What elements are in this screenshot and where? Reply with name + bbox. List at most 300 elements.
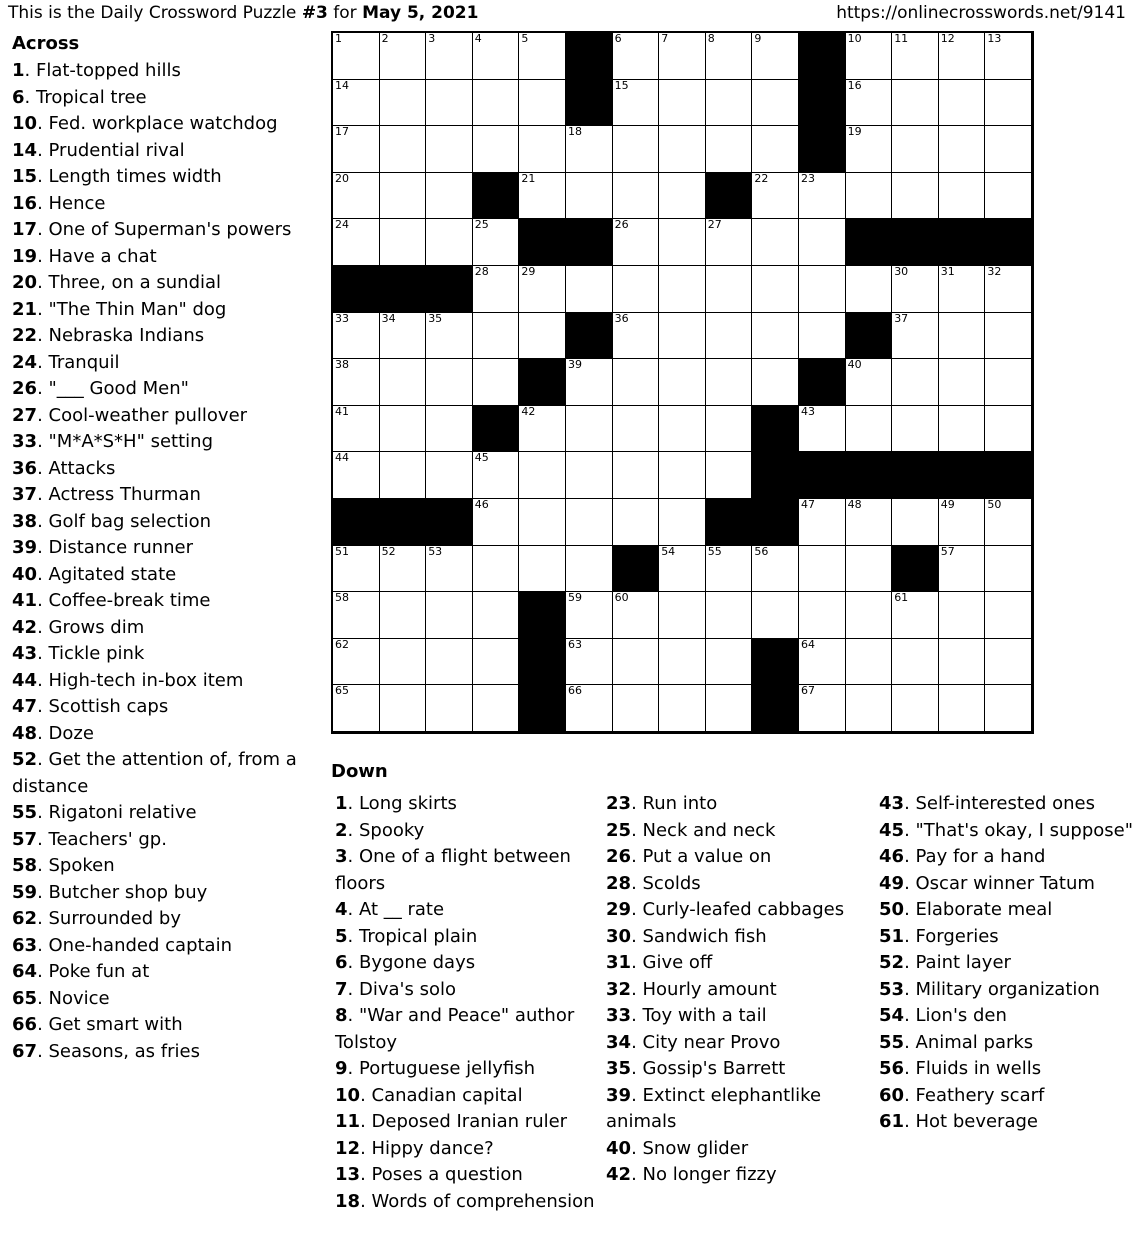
grid-cell[interactable] — [380, 173, 427, 220]
clue-item[interactable] — [12, 138, 312, 165]
clue-item[interactable] — [12, 562, 312, 589]
clue-item[interactable] — [12, 721, 312, 748]
clue-item[interactable] — [335, 1083, 597, 1110]
clue-text: . Rigatoni relative — [37, 802, 197, 823]
grid-cell[interactable] — [426, 219, 473, 266]
clue-number: 25 — [606, 819, 632, 841]
grid-cell[interactable] — [426, 80, 473, 127]
grid-cell[interactable] — [939, 359, 986, 406]
grid-cell[interactable] — [985, 126, 1032, 173]
grid-cell[interactable] — [519, 80, 566, 127]
grid-cell[interactable] — [799, 266, 846, 313]
clue-item[interactable] — [879, 1056, 1140, 1083]
clue-item[interactable] — [12, 827, 312, 854]
cell-number: 67 — [800, 684, 815, 698]
grid-cell[interactable] — [799, 639, 846, 686]
grid-cell[interactable] — [892, 499, 939, 546]
grid-cell[interactable] — [613, 685, 660, 732]
clue-number: 34 — [606, 1031, 632, 1053]
grid-cell[interactable] — [985, 359, 1032, 406]
grid-cell[interactable] — [613, 313, 660, 360]
clue-item[interactable] — [12, 694, 312, 721]
clue-item[interactable] — [335, 1109, 597, 1136]
grid-cell[interactable] — [892, 33, 939, 80]
clue-item[interactable] — [12, 85, 312, 112]
clue-item[interactable] — [879, 950, 1140, 977]
grid-cell[interactable] — [473, 452, 520, 499]
clue-number: 43 — [12, 643, 38, 664]
grid-cell[interactable] — [473, 639, 520, 686]
clue-item[interactable] — [606, 844, 868, 871]
grid-cell[interactable] — [659, 313, 706, 360]
grid-cell[interactable] — [473, 219, 520, 266]
grid-cell[interactable] — [892, 406, 939, 453]
grid-cell[interactable] — [752, 219, 799, 266]
grid-cell[interactable] — [473, 80, 520, 127]
grid-cell[interactable] — [799, 406, 846, 453]
clue-text: . "That's okay, I suppose" — [904, 819, 1133, 841]
grid-cell[interactable] — [939, 592, 986, 639]
grid-cell[interactable] — [519, 266, 566, 313]
grid-cell[interactable] — [659, 266, 706, 313]
grid-cell[interactable] — [985, 80, 1032, 127]
grid-cell[interactable] — [380, 592, 427, 639]
clue-item[interactable] — [12, 906, 312, 933]
grid-cell[interactable] — [380, 406, 427, 453]
clue-item[interactable] — [879, 844, 1140, 871]
grid-cell[interactable] — [892, 173, 939, 220]
grid-cell[interactable] — [846, 639, 893, 686]
grid-cell[interactable] — [846, 266, 893, 313]
clue-item[interactable] — [12, 1039, 312, 1066]
grid-cell[interactable] — [659, 452, 706, 499]
grid-cell[interactable] — [426, 313, 473, 360]
grid-cell[interactable] — [659, 685, 706, 732]
grid-cell[interactable] — [846, 546, 893, 593]
grid-cell[interactable] — [380, 639, 427, 686]
cell-number: 48 — [847, 497, 862, 511]
grid-cell[interactable] — [566, 406, 613, 453]
clue-item[interactable] — [879, 871, 1140, 898]
clue-item[interactable] — [12, 959, 312, 986]
grid-cell[interactable] — [426, 592, 473, 639]
clue-item[interactable] — [12, 933, 312, 960]
cell-number: 50 — [987, 497, 1002, 511]
grid-cell[interactable] — [519, 452, 566, 499]
grid-cell[interactable] — [659, 126, 706, 173]
clue-item[interactable] — [12, 853, 312, 880]
grid-cell[interactable] — [985, 406, 1032, 453]
grid-cell[interactable] — [659, 219, 706, 266]
grid-cell[interactable] — [985, 546, 1032, 593]
grid-cell[interactable] — [706, 685, 753, 732]
grid-cell[interactable] — [985, 592, 1032, 639]
grid-cell[interactable] — [659, 639, 706, 686]
grid-cell[interactable] — [613, 639, 660, 686]
cell-number: 15 — [614, 78, 629, 92]
grid-cell[interactable] — [706, 546, 753, 593]
clue-item[interactable] — [335, 1136, 597, 1163]
grid-cell[interactable] — [426, 685, 473, 732]
grid-cell[interactable] — [333, 173, 380, 220]
grid-cell[interactable] — [985, 313, 1032, 360]
clue-item[interactable] — [606, 950, 868, 977]
grid-cell[interactable] — [752, 80, 799, 127]
grid-cell[interactable] — [380, 219, 427, 266]
clue-item[interactable] — [879, 818, 1140, 845]
grid-block — [333, 499, 380, 546]
clue-item[interactable] — [12, 191, 312, 218]
clue-item[interactable] — [879, 924, 1140, 951]
grid-cell[interactable] — [519, 499, 566, 546]
grid-block — [473, 406, 520, 453]
clue-number: 10 — [12, 113, 38, 134]
across-clue-list — [12, 58, 312, 1065]
grid-cell[interactable] — [473, 592, 520, 639]
cell-number: 44 — [335, 451, 349, 465]
clue-item[interactable] — [12, 323, 312, 350]
grid-cell[interactable] — [380, 546, 427, 593]
grid-cell[interactable] — [380, 126, 427, 173]
grid-cell[interactable] — [752, 592, 799, 639]
grid-cell[interactable] — [519, 313, 566, 360]
grid-cell[interactable] — [799, 219, 846, 266]
grid-cell[interactable] — [473, 266, 520, 313]
grid-cell[interactable] — [799, 313, 846, 360]
cell-number: 28 — [474, 264, 489, 278]
grid-cell[interactable] — [985, 173, 1032, 220]
grid-cell[interactable] — [426, 452, 473, 499]
clue-item[interactable] — [606, 977, 868, 1004]
grid-cell[interactable] — [892, 685, 939, 732]
clue-item[interactable] — [606, 1083, 868, 1136]
clue-text: . At __ rate — [347, 899, 445, 920]
clue-item[interactable] — [12, 350, 312, 377]
grid-cell[interactable] — [380, 685, 427, 732]
clue-text: . One-handed captain — [37, 934, 232, 956]
grid-cell[interactable] — [892, 359, 939, 406]
clue-item[interactable] — [12, 588, 312, 615]
grid-cell[interactable] — [706, 219, 753, 266]
grid-cell[interactable] — [566, 499, 613, 546]
grid-block — [473, 173, 520, 220]
grid-cell[interactable] — [752, 266, 799, 313]
clue-item[interactable] — [606, 1136, 868, 1163]
grid-cell[interactable] — [473, 313, 520, 360]
clue-item[interactable] — [335, 791, 597, 818]
grid-cell[interactable] — [333, 452, 380, 499]
grid-cell[interactable] — [426, 359, 473, 406]
clue-item[interactable] — [12, 668, 312, 695]
grid-cell[interactable] — [752, 33, 799, 80]
clue-number: 13 — [335, 1164, 361, 1185]
grid-cell[interactable] — [892, 592, 939, 639]
clue-item[interactable] — [12, 244, 312, 271]
grid-cell[interactable] — [566, 592, 613, 639]
grid-cell[interactable] — [613, 592, 660, 639]
grid-cell[interactable] — [752, 173, 799, 220]
grid-cell[interactable] — [613, 452, 660, 499]
grid-cell[interactable] — [426, 639, 473, 686]
grid-cell[interactable] — [333, 592, 380, 639]
clue-item[interactable] — [606, 818, 868, 845]
clue-item[interactable] — [606, 1003, 868, 1030]
clue-item[interactable] — [335, 1003, 597, 1056]
clue-item[interactable] — [12, 217, 312, 244]
grid-cell[interactable] — [846, 499, 893, 546]
grid-cell[interactable] — [799, 546, 846, 593]
grid-cell[interactable] — [985, 499, 1032, 546]
grid-cell[interactable] — [892, 313, 939, 360]
grid-cell[interactable] — [846, 126, 893, 173]
grid-cell[interactable] — [519, 33, 566, 80]
grid-cell[interactable] — [799, 592, 846, 639]
grid-cell[interactable] — [566, 173, 613, 220]
grid-cell[interactable] — [706, 313, 753, 360]
clue-item[interactable] — [12, 641, 312, 668]
grid-cell[interactable] — [566, 126, 613, 173]
grid-cell[interactable] — [519, 126, 566, 173]
grid-cell[interactable] — [939, 499, 986, 546]
clue-item[interactable] — [335, 897, 597, 924]
clue-item[interactable] — [879, 977, 1140, 1004]
clue-item[interactable] — [335, 1189, 597, 1216]
clue-number: 21 — [12, 298, 38, 320]
grid-cell[interactable] — [985, 266, 1032, 313]
clue-item[interactable] — [12, 376, 312, 403]
clue-text: . Prudential rival — [37, 139, 185, 161]
clue-item[interactable] — [335, 844, 597, 897]
clue-item[interactable] — [12, 297, 312, 324]
clue-item[interactable] — [335, 818, 597, 845]
clue-item[interactable] — [12, 58, 312, 85]
cell-number: 2 — [381, 32, 389, 45]
grid-cell[interactable] — [752, 126, 799, 173]
grid-cell[interactable] — [846, 173, 893, 220]
grid-cell[interactable] — [473, 126, 520, 173]
grid-cell[interactable] — [892, 266, 939, 313]
grid-cell[interactable] — [939, 80, 986, 127]
clue-item[interactable] — [12, 880, 312, 907]
grid-cell[interactable] — [659, 33, 706, 80]
grid-cell[interactable] — [939, 33, 986, 80]
clue-item[interactable] — [335, 950, 597, 977]
grid-cell[interactable] — [846, 33, 893, 80]
clue-item[interactable] — [335, 924, 597, 951]
grid-cell[interactable] — [380, 33, 427, 80]
grid-cell[interactable] — [613, 359, 660, 406]
grid-cell[interactable] — [426, 33, 473, 80]
grid-cell[interactable] — [706, 639, 753, 686]
grid-cell[interactable] — [846, 592, 893, 639]
clue-item[interactable] — [606, 1056, 868, 1083]
clue-text: . Hourly amount — [631, 978, 777, 1000]
grid-cell[interactable] — [799, 173, 846, 220]
clue-item[interactable] — [879, 1083, 1140, 1110]
grid-cell[interactable] — [333, 359, 380, 406]
grid-cell[interactable] — [333, 33, 380, 80]
cell-number: 43 — [800, 404, 815, 418]
grid-cell[interactable] — [333, 126, 380, 173]
grid-cell[interactable] — [613, 126, 660, 173]
grid-cell[interactable] — [985, 639, 1032, 686]
clue-text: . Bygone days — [347, 952, 476, 973]
grid-cell[interactable] — [706, 592, 753, 639]
clue-item[interactable] — [12, 800, 312, 827]
grid-cell[interactable] — [846, 685, 893, 732]
clue-item[interactable] — [879, 1109, 1140, 1136]
clue-item[interactable] — [606, 1162, 868, 1189]
clue-item[interactable] — [12, 270, 312, 297]
grid-cell[interactable] — [892, 80, 939, 127]
grid-cell[interactable] — [473, 33, 520, 80]
grid-cell[interactable] — [752, 313, 799, 360]
grid-cell[interactable] — [566, 452, 613, 499]
clue-item[interactable] — [12, 482, 312, 509]
grid-cell[interactable] — [333, 406, 380, 453]
grid-cell[interactable] — [799, 499, 846, 546]
grid-cell[interactable] — [659, 406, 706, 453]
clue-item[interactable] — [12, 986, 312, 1013]
grid-cell[interactable] — [659, 359, 706, 406]
grid-cell[interactable] — [659, 499, 706, 546]
grid-cell[interactable] — [985, 33, 1032, 80]
grid-cell[interactable] — [566, 359, 613, 406]
grid-cell[interactable] — [752, 359, 799, 406]
grid-cell[interactable] — [799, 685, 846, 732]
grid-cell[interactable] — [426, 173, 473, 220]
clue-item[interactable] — [12, 509, 312, 536]
grid-cell[interactable] — [939, 406, 986, 453]
cell-number: 36 — [614, 311, 629, 325]
grid-cell[interactable] — [706, 406, 753, 453]
clue-item[interactable] — [606, 871, 868, 898]
grid-cell[interactable] — [333, 313, 380, 360]
grid-cell[interactable] — [613, 499, 660, 546]
source-url[interactable]: https://onlinecrosswords.net/9141 — [836, 3, 1126, 23]
clue-item[interactable] — [879, 1003, 1140, 1030]
grid-cell[interactable] — [566, 639, 613, 686]
clue-item[interactable] — [12, 1012, 312, 1039]
grid-cell[interactable] — [473, 546, 520, 593]
grid-cell[interactable] — [473, 685, 520, 732]
grid-cell[interactable] — [566, 685, 613, 732]
grid-cell[interactable] — [892, 639, 939, 686]
grid-cell[interactable] — [566, 266, 613, 313]
grid-cell[interactable] — [473, 499, 520, 546]
clue-item[interactable] — [335, 1056, 597, 1083]
grid-cell[interactable] — [939, 313, 986, 360]
clue-item[interactable] — [12, 615, 312, 642]
grid-cell[interactable] — [846, 359, 893, 406]
clue-number: 3 — [335, 846, 348, 867]
clue-item[interactable] — [12, 456, 312, 483]
grid-cell[interactable] — [939, 639, 986, 686]
grid-cell[interactable] — [566, 546, 613, 593]
grid-cell[interactable] — [333, 639, 380, 686]
grid-cell[interactable] — [846, 406, 893, 453]
grid-cell[interactable] — [659, 546, 706, 593]
clue-item[interactable] — [12, 403, 312, 430]
grid-cell[interactable] — [613, 266, 660, 313]
grid-cell[interactable] — [333, 219, 380, 266]
clue-text: . Diva's solo — [347, 978, 456, 1000]
grid-block — [566, 219, 613, 266]
clue-item[interactable] — [606, 897, 868, 924]
grid-cell[interactable] — [939, 685, 986, 732]
cell-number: 45 — [474, 451, 489, 465]
grid-cell[interactable] — [706, 359, 753, 406]
grid-cell[interactable] — [333, 80, 380, 127]
grid-cell[interactable] — [519, 406, 566, 453]
grid-cell[interactable] — [706, 126, 753, 173]
grid-cell[interactable] — [426, 546, 473, 593]
grid-cell[interactable] — [426, 126, 473, 173]
grid-cell[interactable] — [659, 592, 706, 639]
clue-item[interactable] — [606, 924, 868, 951]
clue-item[interactable] — [879, 791, 1140, 818]
grid-cell[interactable] — [380, 359, 427, 406]
clue-item[interactable] — [335, 1162, 597, 1189]
grid-cell[interactable] — [985, 685, 1032, 732]
grid-cell[interactable] — [659, 80, 706, 127]
clue-item[interactable] — [879, 1030, 1140, 1057]
grid-cell[interactable] — [706, 33, 753, 80]
clue-text: . Distance runner — [37, 537, 194, 558]
grid-cell[interactable] — [939, 173, 986, 220]
clue-item[interactable] — [606, 791, 868, 818]
grid-cell[interactable] — [333, 685, 380, 732]
grid-cell[interactable] — [380, 452, 427, 499]
clue-number: 45 — [879, 819, 905, 841]
grid-cell[interactable] — [706, 266, 753, 313]
grid-cell[interactable] — [519, 173, 566, 220]
clue-item[interactable] — [606, 1030, 868, 1057]
grid-cell[interactable] — [846, 80, 893, 127]
grid-cell[interactable] — [380, 313, 427, 360]
grid-cell[interactable] — [473, 359, 520, 406]
clue-item[interactable] — [12, 747, 312, 800]
grid-cell[interactable] — [613, 406, 660, 453]
clue-text: . Deposed Iranian ruler — [360, 1111, 568, 1132]
clue-item[interactable] — [12, 535, 312, 562]
grid-cell[interactable] — [659, 173, 706, 220]
clue-item[interactable] — [335, 977, 597, 1004]
clue-item[interactable] — [12, 429, 312, 456]
grid-cell[interactable] — [613, 173, 660, 220]
grid-cell[interactable] — [613, 33, 660, 80]
grid-cell[interactable] — [333, 546, 380, 593]
grid-cell[interactable] — [613, 219, 660, 266]
grid-cell[interactable] — [752, 546, 799, 593]
grid-cell[interactable] — [892, 126, 939, 173]
grid-cell[interactable] — [426, 406, 473, 453]
clue-text: . Gossip's Barrett — [631, 1058, 786, 1079]
grid-cell[interactable] — [939, 266, 986, 313]
crossword-grid[interactable] — [331, 31, 1034, 734]
grid-block — [333, 266, 380, 313]
grid-cell[interactable] — [519, 546, 566, 593]
grid-cell[interactable] — [706, 80, 753, 127]
clue-item[interactable] — [879, 897, 1140, 924]
grid-cell[interactable] — [706, 452, 753, 499]
grid-cell[interactable] — [939, 126, 986, 173]
grid-cell[interactable] — [380, 80, 427, 127]
grid-cell[interactable] — [613, 80, 660, 127]
grid-cell[interactable] — [939, 546, 986, 593]
clue-item[interactable] — [12, 111, 312, 138]
clue-item[interactable] — [12, 164, 312, 191]
